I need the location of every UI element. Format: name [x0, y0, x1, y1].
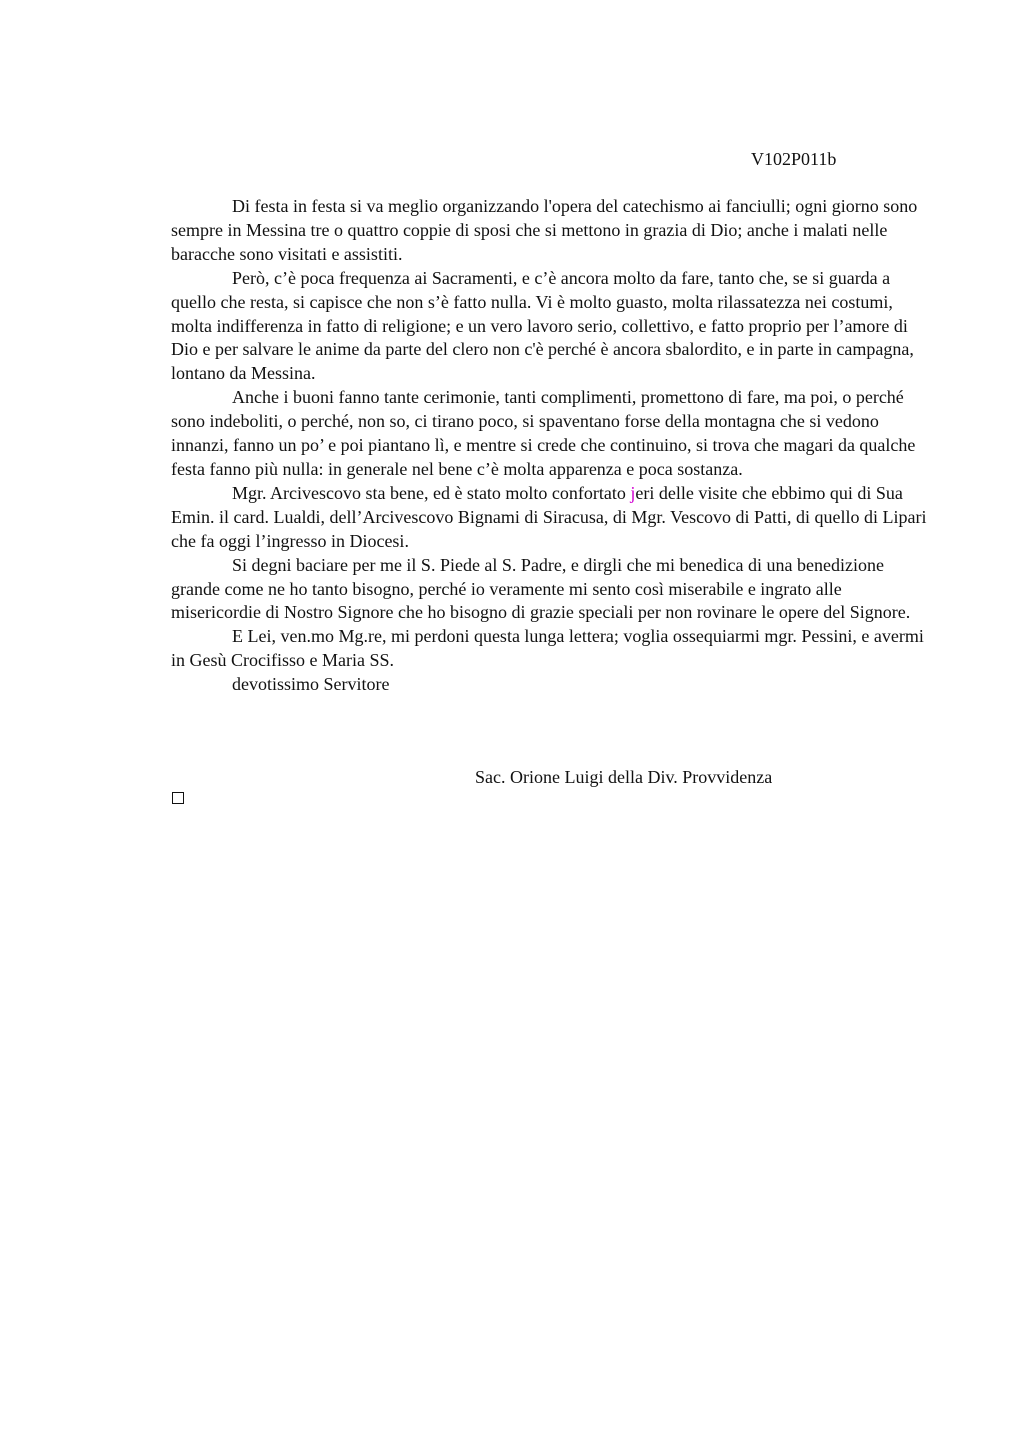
checkbox-square-icon — [172, 792, 184, 804]
paragraph-1: Di festa in festa si va meglio organizzando l'opera del catechismo ai fanciulli; ogni giorno sono sempre in Messina tre o quattro coppie di sposi che si mettono in grazia di Dio; anche i malati nelle baracche sono visitati e assistiti. — [171, 196, 918, 264]
paragraph-4 — [171, 482, 931, 554]
paragraph-4-end: eri delle visite che ebbimo qui di Sua Emin. il card. Lualdi, dell’Arcivescovo Bignami di Siracusa, di Mgr. Vescovo di Patti, di quello di Lipari che fa oggi l’ingresso in Diocesi. — [171, 482, 927, 551]
paragraph-4-start: Mgr. Arcivescovo sta bene, ed è stato molto confortato — [232, 482, 631, 503]
signature: Sac. Orione Luigi della Div. Provvidenza — [475, 767, 773, 787]
paragraph-2: Però, c’è poca frequenza ai Sacramenti, e c’è ancora molto da fare, tanto che, se si guarda a quello che resta, si capisce che non s’è fatto nulla. Vi è molto guasto, molta rilassatezza nei costumi, molta indifferenza in fatto di religione; e un vero lavoro serio, collettivo, e fatto proprio per l’amore di Dio e per salvare le anime da parte del clero non c'è perché è ancora sbalordito, e in parte in campagna, lontano da Messina. — [171, 267, 914, 384]
document-id: V102P011b — [751, 149, 837, 169]
paragraph-5: Si degni baciare per me il S. Piede al S. Padre, e dirgli che mi benedica di una benedizione grande come ne ho tanto bisogno, perché io veramente mi sento così miserabile e ingrato alle misericordie di Nostro Signore che ho bisogno di grazie speciali per non rovinare le opere del Signore. — [171, 554, 911, 623]
paragraph-3: Anche i buoni fanno tante cerimonie, tanti complimenti, promettono di fare, ma poi, o perché sono indeboliti, o perché, non so, ci tirano poco, si spaventano forse della montagna che si vedono innanzi, fanno un po’ e poi piantano lì, e mentre si crede che continuino, si trova che magari da qualche festa fanno più nulla: in generale nel bene c’è molta apparenza e poca sostanza. — [171, 387, 916, 479]
highlighted-letter: j — [630, 482, 636, 503]
paragraph-6: E Lei, ven.mo Mg.re, mi perdoni questa lunga lettera; voglia ossequiarmi mgr. Pessini, e avermi in Gesù Crocifisso e Maria SS. — [171, 626, 924, 671]
letter-body — [171, 195, 931, 697]
closing-line: devotissimo Servitore — [232, 674, 390, 695]
